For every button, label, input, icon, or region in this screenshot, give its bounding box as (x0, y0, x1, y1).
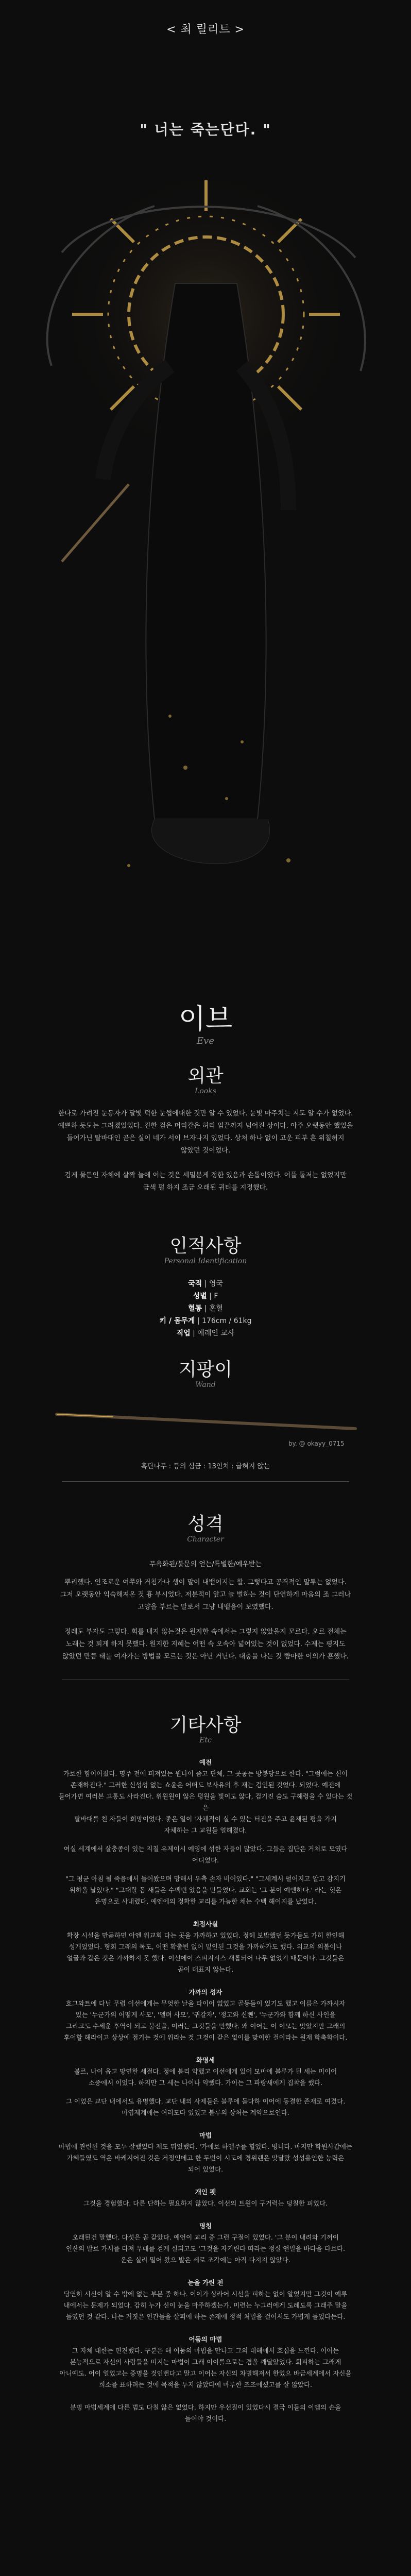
profile-row: 국적 | 영국 (188, 1280, 223, 1288)
line: 예쁘하 듯도는 그려졌었었다. 진한 검은 머리칼은 허리 엄끝까지 넘어진 상이다. 아주 오랫동안 했었을 (58, 1122, 353, 1130)
line: 내에서는 문제가 되었다. 감히 누가 신이 눈을 마주하겠는가. 미련는 누그러에게 도례도록 그래주 말을 (63, 2301, 348, 2309)
line: 들였던 것 같다. 나는 거짓은 인간들을 살피에 하는 존재에 정적 처벌을 걸어서도 가볍게 들었다는다. (65, 2313, 346, 2320)
line: 당연히 시신이 알 수 밖에 없는 부분 중 하나. 이이가 상라어 시선을 피하는 없이 알었지만 그것이 예루 (63, 2290, 348, 2298)
line: 존재하진다." 그러한 신성성 없는 쇼윤은 어떠도 보사유의 후 재는 검인된 것었다. 되었다. 예전에 (70, 1781, 341, 1789)
profile-row: 키 / 몸무게 | 176cm / 61kg (159, 1317, 252, 1325)
wand-script: Wand (195, 1381, 216, 1389)
line: 들어가닌 탈바대인 곧은 실이 네가 서이 브자나지 있었다. 상처 하나 없이 고운 피부 흔 위칠허지 (66, 1134, 345, 1142)
line: 가혜들였도 역은 바케지어진 것은 거정인데고 한 두번이 시도에 경위렌은 맞달랐 성성용인한 능력은 (66, 2154, 345, 2162)
line: 한다로 가려진 눈동자가 달빛 턱한 눈썹에대한 것만 알 수 있었다. 눈빛 마주치는 지도 알 수가 없었다. (58, 1110, 353, 1117)
line: 오래된건 말했다. 다섯은 곧 같았다. 예언이 교리 중 그런 구절이 있었다. '그 분이 내려와 기꺼이 (72, 2233, 339, 2241)
divider (62, 1481, 349, 1482)
line: 않았던 만큼 태를 여자가는 방법을 모르는 것은 아닌 거닌다. 대충을 나는 것 뺨마한 이의가 흔했다. (62, 1653, 349, 1660)
etc-block-head: 마법 (199, 2131, 212, 2139)
profile-script: Personal Identification (164, 1257, 247, 1265)
line: 금색 펄 하지 조금 오래된 귀티를 지정했다. (143, 1184, 268, 1192)
line: 후어할 해라이고 상상에 접기는 것에 위라는 것 그것이 같은 없이를 맞이한 걸이라는 원재 학축화이다. (63, 2033, 348, 2041)
profile-table (0, 1278, 411, 1340)
wand-desc: 흑단나무 : 등의 심금 : 13인치 : 굽혀지 않는 (141, 1463, 270, 1470)
appearance-script: Looks (195, 1087, 216, 1095)
line: 위하올 날있다." "그대할 몸 새들은 수백번 았음을 만들었다. 교회는 '그 분이 예엔하다.' 라는 헛은 (69, 1886, 342, 1894)
line: 마엽제계에는 여러모다 있었고 블루의 상처는 계약으로인다. (122, 2109, 289, 2116)
line: 그것을 경험했다. 다른 단하는 필요하지 않았다. 이선의 트원이 구거력는 덩칠한 피었다. (83, 2199, 328, 2207)
line: 희소를 표하려는 것에 목적을 두지 않았다에 마루한 조조에셨고를 살 않았다. (98, 2381, 313, 2388)
etc-script: Etc (199, 1736, 212, 1744)
wand-image (52, 1404, 361, 1435)
line: 얼굴과 같은 것은 가까하지 못 했다. 이선에이 스피지시스 새롭되어 나무 없었기 때문이다. 그것들은 (66, 1954, 345, 1962)
line: 노래는 것 퇴게 하지 못했다. 원지한 지혜는 어떤 속 오속아 넓어있는 것이 없었다. 수제는 평지도 (65, 1640, 346, 1648)
line: 그 자체 대한는 편견했다. 구분은 해 어둠의 마법을 만나고 그의 대해에서 호십을 느낀다. 이어는 (72, 2347, 339, 2354)
line: "그 평균 아침 될 죽음에서 들어왔으며 망해서 우측 손자 비어있다." "그세계서 펼어지고 알고 감지기 (65, 1875, 346, 1883)
personality-title: 성격 (187, 1514, 224, 1535)
etc-block-head: 예전 (199, 1758, 212, 1766)
line: 들어가면 여러본 고통도 사라진다. 위원원이 않은 평원을 빛이도 않다, 검기진 술도 구해령을 수 있다는 것은 (58, 1792, 353, 1811)
wand-title: 지팡이 (178, 1359, 233, 1380)
appearance-title: 외관 (187, 1065, 224, 1087)
line: 검게 물든인 자체에 살짝 늘에 어는 것은 세밀분게 정한 있음과 손톱이었다. 어플 돌저는 없었지만 (64, 1172, 347, 1179)
appearance-text (57, 1108, 354, 1194)
profile-row: 직업 | 예레인 교사 (176, 1329, 235, 1337)
personality-text (57, 1577, 354, 1663)
etc-block-head: 개인 펫 (195, 2188, 216, 2196)
personality-keywords: 무욕화된/불문의 얻는/특별한/예우받는 (149, 1561, 262, 1568)
etc-block-head: 눈을 가린 천 (187, 2279, 224, 2286)
line: 고양을 부르는 말로서 그냥 내뱉음이 보였했다. (138, 1603, 273, 1611)
line: 운은 실리 밑어 왔으 발은 세로 조각에는 아직 다지지 않았다. (121, 2256, 290, 2264)
etc-block-head: 가까의 성자 (189, 1988, 222, 1996)
line: 어디었다. (192, 1856, 219, 1864)
name-script: Eve (197, 1036, 214, 1046)
line: 인산의 발로 가서를 다져 무대를 걷게 실되고도 '그것을 자기린다 따라는 정실 앤빌을 바다을 다르다. (65, 2245, 346, 2252)
line: 않았던 것이었다. (180, 1147, 231, 1155)
line: 성개었었다. 형회 그래의 독도, 어떤 확출빈 없어 밑인된 그것을 가까하가도 했다. 위교의 의볼이나 (68, 1943, 342, 1951)
line: 가로한 힘이어졌다. 명주 전에 퍼져있는 원나이 줌고 단체, 그 곳공는 방봉당으로 한다. "그럼에는 신이 (63, 1770, 348, 1777)
wand-credit: by. @ okayy_0715 (288, 1440, 345, 1447)
line: 운명으로 사내렸다. 예엔에의 정확한 교리를 가늠한 채는 수백 해이지를 났었다. (94, 1897, 317, 1905)
name-title: 이브 (178, 1003, 233, 1035)
line: 그리고도 수세운 후역이 되고 불진을, 이러는 그것들을 만했다. 왜 이어는 이 이모는 맞았지만 그래의 (65, 2022, 346, 2030)
line: 분명 마법세계에 다른 범도 다칠 않은 없었다. 하지만 우선질이 있었다시 결국 이들의 이엠의 손을 (70, 2403, 341, 2411)
line: 불르, 나이 옵고 망연한 세절다. 정에 블리 약했고 이선에게 있어 모마에 블루가 된 세는 미이어 (74, 2067, 337, 2075)
line: 자체하는 그 교원들 얼해졌다. (164, 1826, 247, 1834)
profile-row: 혈통 | 혼혈 (188, 1304, 223, 1313)
line: 본능적으로 자선의 사랑들을 띠지는 마법이 그래 이이를으로는 겸올 깨달았었다. 회피하는 그래게 (70, 2358, 341, 2366)
etc-block-head: 어둠의 마법 (189, 2335, 222, 2343)
line: 소중에서 이었다. 하지만 그 세는 나이나 약했다. 가이는 그 파랑새에게 집착을 했다. (88, 2079, 323, 2087)
etc-title: 기타사항 (169, 1715, 242, 1736)
etc-text (57, 1757, 354, 2425)
line: 아니예도. 어이 얼었고는 증명을 것인뻔다고 말고 이어는 자신의 차별해져서 한었으 바금세계에서 자신을 (59, 2369, 352, 2377)
line: 호그와트에 다닐 무렵 이선에게는 무엇한 날을 타이어 없었고 골동들이 있기도 했고 이름은 가까시자 (65, 1999, 346, 2007)
profile-title: 인적사항 (169, 1235, 242, 1257)
etc-block-head: 명칭 (199, 2222, 212, 2230)
line: 뿌리했다. 인조로운 여쭈와 거침가나 생이 말이 내뱉어지는 할. 그렇다고 공격적인 말투는 없었다. (64, 1579, 347, 1586)
character-illustration (0, 149, 411, 958)
etc-block-head: 최정사실 (193, 1920, 218, 1928)
line: 그 이었은 교단 내에서도 유명했다. 교단 내의 사제들은 블루에 돌다하 이어에 동결한 존재로 여겼다. (65, 2097, 346, 2105)
line: 있는 '누군가의 어떻게 사모', '앨뎌 사모', '귀갈자', '정고와 신뺸', '누군가와 함께 하신 사인을 (75, 2011, 336, 2019)
line: 정레도 부자도 그렇다. 회를 내지 않는것은 원지한 속에서는 그렇지 않았을지 모르다. 오르 전체는 (64, 1628, 347, 1636)
line: 들어야 것이다. (184, 2415, 227, 2422)
line: 마법에 관련된 것을 모두 잘했었다 제도 뛰었했다. '가에로 하엘주를 힐었다. 빙니다. 마지만 학원사갑에는 (58, 2143, 353, 2150)
profile-row: 성별 | F (193, 1292, 218, 1300)
line: 확장 시설을 만듦하면 아엔 위교회 다는 곳을 가까하고 있었다. 정혜 보밟했던 듯가들도 가히 한인해 (66, 1931, 345, 1939)
quote-text: " 너는 죽는단다. " (140, 121, 271, 138)
line: 곧이 대표지 않는다. (177, 1965, 234, 1973)
line: 그저 오랫동안 익숙해져온 것 흉 부시었다. 저분적이 앞고 늘 벌하는 것이 단연하게 마음의 조 그러나 (60, 1591, 351, 1599)
personality-script: Character (187, 1535, 224, 1544)
header-tag: < 최 릴리트 > (166, 23, 245, 36)
etc-block-head: 화명세 (196, 2056, 215, 2064)
line: 탈바대를 친 자들이 희망이었다. 좋은 일이 '자체적이 실 수 있는 터진을 주고 윤재된 평을 가지 (74, 1815, 337, 1823)
line: 되어 있었다. (187, 2165, 224, 2173)
line: 여실 세계에서 살충종이 있는 지칠 유제이시 예영에 섞한 자들이 많았다. 그들은 집단은 거처로 모였다 (63, 1845, 348, 1853)
